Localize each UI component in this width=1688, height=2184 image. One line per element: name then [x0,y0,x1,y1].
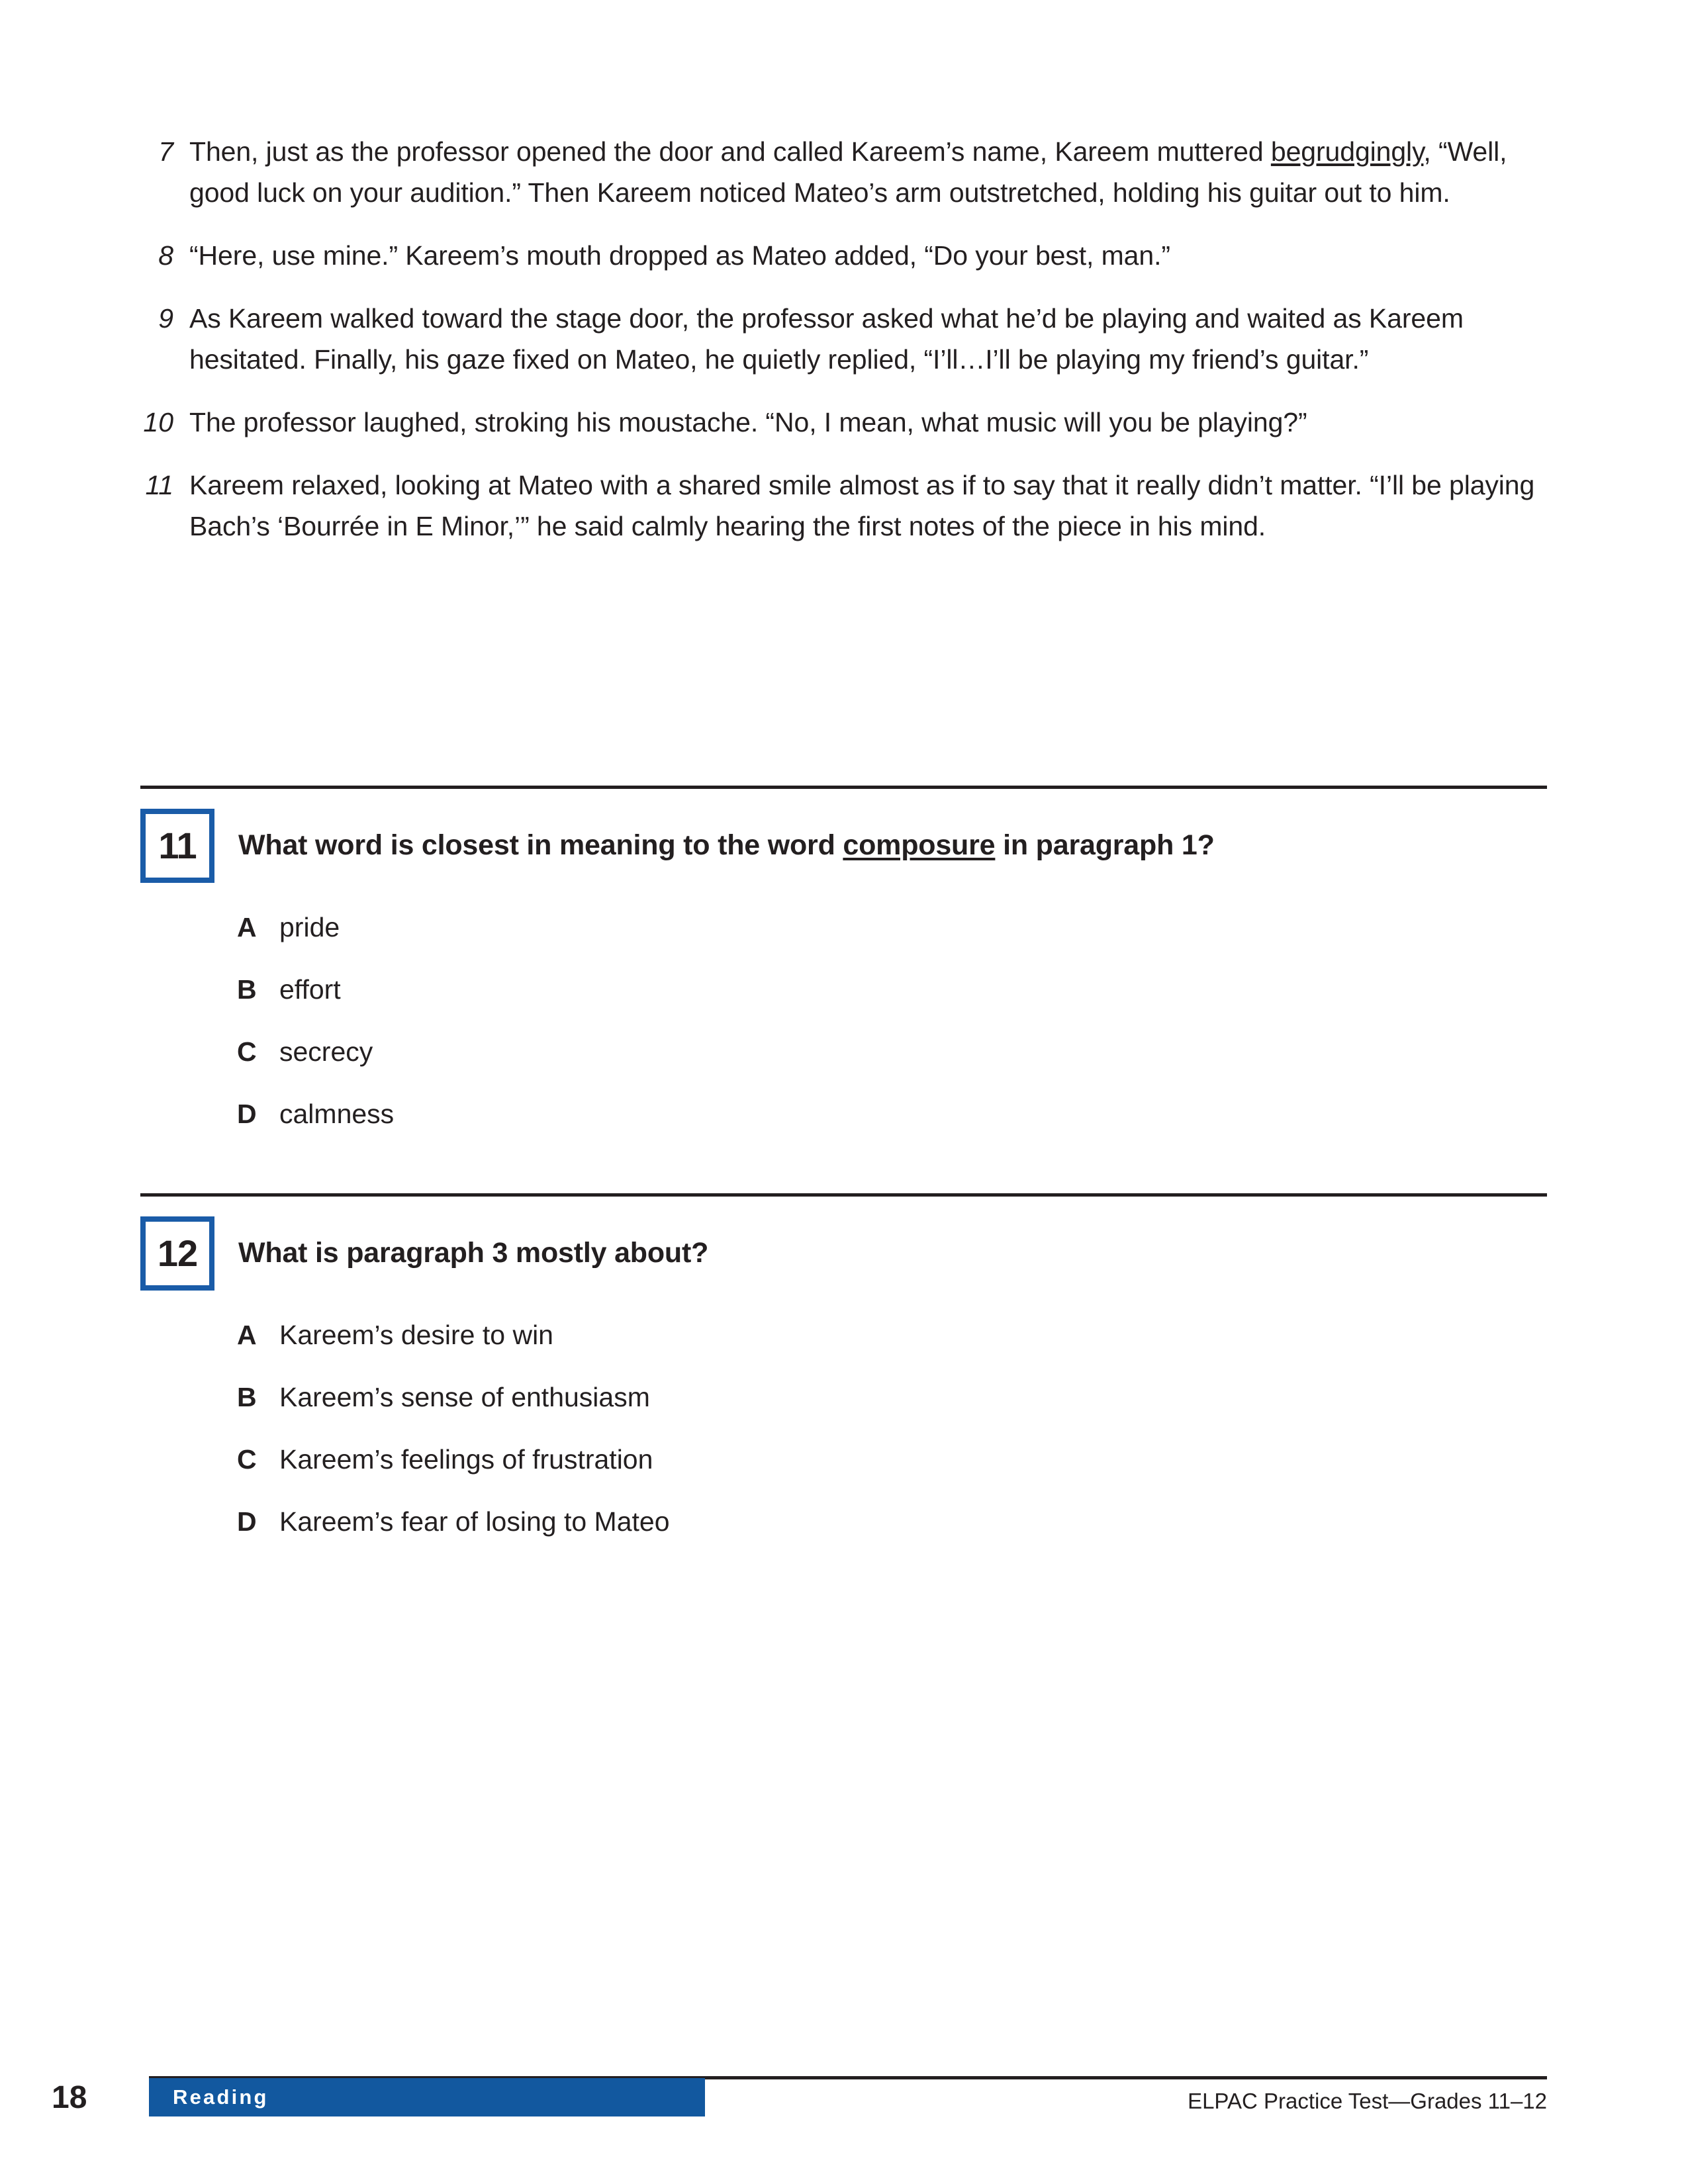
answer-option-b[interactable] [237,972,1550,1007]
paragraph-number: 10 [143,407,173,437]
option-letter: B [237,974,257,1005]
paragraph-text: The professor laughed, stroking his moustache. “No, I mean, what music will you be playing?” [189,407,1307,437]
answer-option-d[interactable] [237,1096,1550,1132]
question-prompt-after: in paragraph 1? [995,829,1215,861]
paragraph-text: As Kareem walked toward the stage door, the professor asked what he’d be playing and waited as Kareem hesitated. Finally, his gaze fixed on Mateo, he quietly replied, “I’ll…I’ll be playing my friend’s guitar.” [189,303,1464,375]
paragraph-text-after: , “Well, good luck on your audition.” Then Kareem noticed Mateo’s arm outstretched, holding his guitar out to him. [189,136,1507,208]
answer-options [140,909,1550,1132]
section-divider [140,1193,1547,1197]
option-letter: D [237,1099,257,1129]
answer-option-c[interactable] [237,1441,1550,1477]
page-footer [0,2070,1688,2150]
passage-paragraph [140,298,1550,380]
passage-paragraph [140,465,1550,547]
underlined-word-begrudgingly: begrudgingly [1270,136,1424,167]
option-text: pride [279,912,340,942]
option-letter: A [237,1320,257,1350]
option-text: Kareem’s fear of losing to Mateo [279,1506,670,1537]
answer-option-d[interactable] [237,1504,1550,1539]
answer-options [140,1317,1550,1539]
footer-section-bar [149,2078,705,2116]
option-text: effort [279,974,341,1005]
paragraph-number: 8 [158,240,173,271]
option-letter: C [237,1444,257,1475]
question-block-11 [140,809,1550,1132]
option-text: Kareem’s desire to win [279,1320,553,1350]
paragraph-text: “Here, use mine.” Kareem’s mouth dropped as Mateo added, “Do your best, man.” [189,240,1170,271]
question-block-12 [140,1216,1550,1539]
answer-option-b[interactable] [237,1379,1550,1415]
reading-passage [140,131,1550,569]
option-text: Kareem’s sense of enthusiasm [279,1382,650,1412]
footer-test-label: ELPAC Practice Test—Grades 11–12 [1188,2089,1547,2113]
passage-paragraph [140,235,1550,276]
question-number-box [140,1216,214,1291]
question-header [140,809,1550,883]
question-header [140,1216,1550,1291]
passage-paragraph [140,131,1550,213]
answer-option-c[interactable] [237,1034,1550,1069]
option-text: calmness [279,1099,395,1129]
paragraph-number: 9 [158,303,173,334]
question-prompt: What is paragraph 3 mostly about? [238,1237,709,1269]
answer-option-a[interactable] [237,1317,1550,1353]
page-number: 18 [52,2080,87,2115]
passage-paragraph [140,402,1550,443]
answer-option-a[interactable] [237,909,1550,945]
paragraph-text [189,131,1550,213]
option-letter: A [237,912,257,942]
question-prompt-before: What word is closest in meaning to the word [238,829,843,861]
option-letter: C [237,1036,257,1067]
paragraph-number: 11 [145,470,173,500]
question-number: 12 [157,1232,198,1274]
footer-section-label: Reading [173,2085,269,2109]
option-letter: D [237,1506,257,1537]
section-divider [140,786,1547,789]
paragraph-number: 7 [158,136,173,167]
underlined-word-composure: composure [843,829,996,861]
question-prompt [214,809,1550,863]
question-number: 11 [158,825,197,866]
paragraph-text-before: Then, just as the professor opened the door and called Kareem’s name, Kareem muttered [189,136,1271,167]
paragraph-text: Kareem relaxed, looking at Mateo with a shared smile almost as if to say that it really didn’t matter. “I’ll be playing Bach’s ‘Bourrée in E Minor,’” he said calmly hearing the first notes of the piece in his mind. [189,470,1535,541]
question-number-box [140,809,214,883]
option-letter: B [237,1382,257,1412]
option-text: Kareem’s feelings of frustration [279,1444,653,1475]
option-text: secrecy [279,1036,373,1067]
